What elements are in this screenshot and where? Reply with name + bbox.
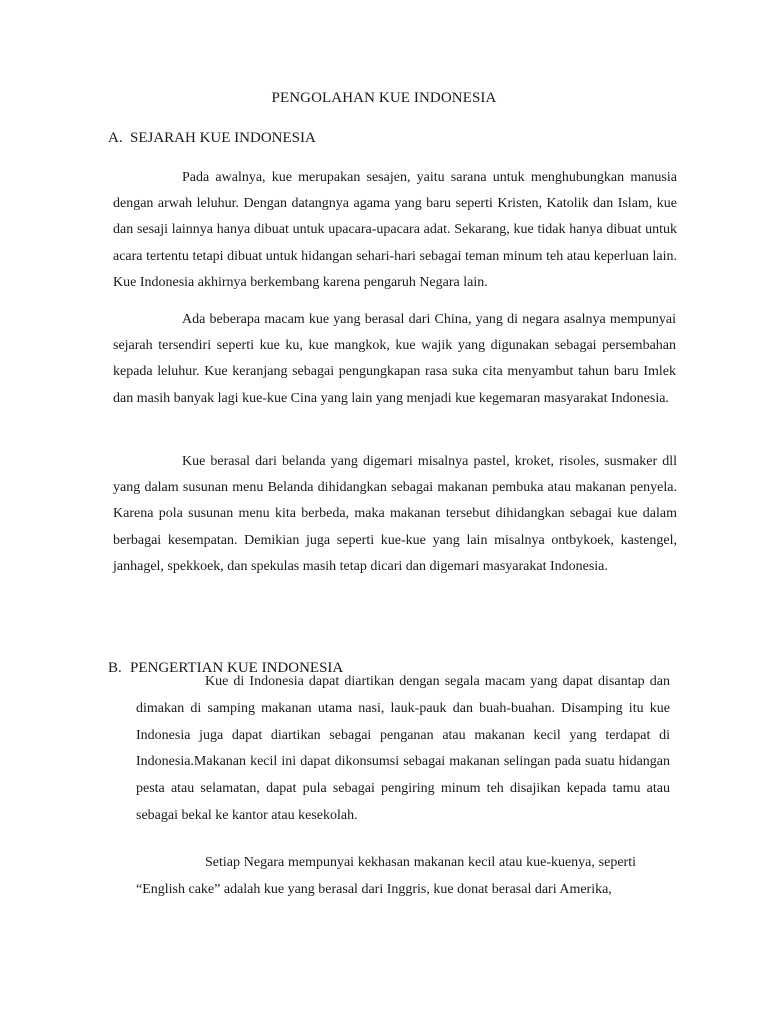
section-a-title: SEJARAH KUE INDONESIA [130, 130, 316, 146]
section-a-paragraph-2: Ada beberapa macam kue yang berasal dari China, yang di negara asalnya mempunyai sejarah tersendiri seperti kue ku, kue mangkok, kue wajik yang digunakan sebagai persembahan kepada leluhur. Kue keranjang sebagai pengungkapan rasa suka cita menyambut tahun baru Imlek dan masih banyak lagi kue-kue Cina yang lain yang menjadi kue kegemaran masyarakat Indonesia. [113, 312, 676, 406]
section-b-title: PENGERTIAN KUE INDONESIA [130, 660, 344, 676]
section-b-paragraph-1: Kue di Indonesia dapat diartikan dengan segala macam yang dapat disantap dan dimakan di samping makanan utama nasi, lauk-pauk dan buah-buahan. Disamping itu kue Indonesia juga dapat diartikan sebagai penganan atau makanan kecil yang terdapat di Indonesia.Makanan kecil ini dapat dikonsumsi sebagai makanan selingan pada suatu hidangan pesta atau selamatan, dapat pula sebagai pengiring minum teh disajikan kepada tamu atau sebagai bekal ke kantor atau kesekolah. [136, 674, 670, 823]
section-a-paragraph-3: Kue berasal dari belanda yang digemari misalnya pastel, kroket, risoles, susmaker dll yang dalam susunan menu Belanda dihidangkan sebagai makanan pembuka atau makanan penyela. Karena pola susunan menu kita berbeda, maka makanan tersebut dihidangkan sebagai kue dalam berbagai kesempatan. Demikian juga seperti kue-kue yang lain misalnya ontbykoek, kastengel, janhagel, spekkoek, dan spekulas masih tetap dicari dan digemari masyarakat Indonesia. [113, 454, 677, 574]
document-title: PENGOLAHAN KUE INDONESIA [271, 90, 497, 106]
section-b-paragraph-2: Setiap Negara mempunyai kekhasan makanan kecil atau kue-kuenya, seperti “English cake” adalah kue yang berasal dari Inggris, kue donat berasal dari Amerika, [136, 855, 636, 897]
section-a-paragraph-1: Pada awalnya, kue merupakan sesajen, yaitu sarana untuk menghubungkan manusia dengan arwah leluhur. Dengan datangnya agama yang baru seperti Kristen, Katolik dan Islam, kue dan sesaji lainnya hanya dibuat untuk upacara-upacara adat. Sekarang, kue tidak hanya dibuat untuk acara tertentu tetapi dibuat untuk hidangan sehari-hari sebagai teman minum teh atau keperluan lain. Kue Indonesia akhirnya berkembang karena pengaruh Negara lain. [113, 170, 677, 290]
section-a-letter: A. [108, 130, 123, 146]
section-a-heading [108, 130, 316, 147]
section-b-letter: B. [108, 660, 122, 676]
